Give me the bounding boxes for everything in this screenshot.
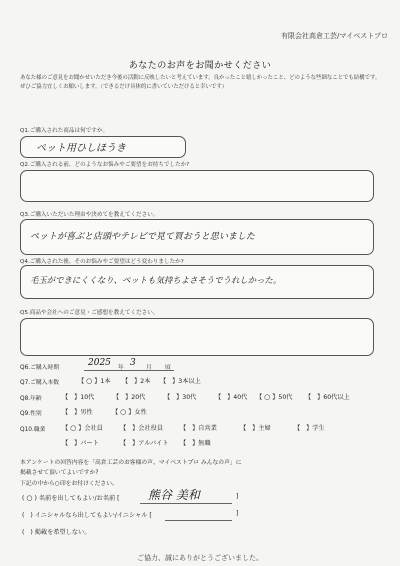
q10-option-homemaker[interactable]: 【 】主婦: [240, 425, 271, 432]
name-underline: [140, 503, 232, 504]
consent-text-3: 下記の中から○印をお付けください。: [20, 481, 118, 487]
footer-thanks: ご協力、誠にありがとうございました。: [137, 554, 263, 562]
q6-suffix: 頃: [165, 365, 171, 371]
q10-option-label: 会社役員: [138, 425, 164, 432]
q10-option-label: パート: [80, 440, 99, 447]
consent-text-1: 本アンケートの回答内容を「高倉工芸のお客様の声、マイベストプロ みんなの声」に: [20, 460, 242, 466]
q7-option-3-label: 3本以上: [178, 378, 201, 385]
q2-label: Q2.ご購入される前、どのようなお悩みやご要望をお持ちでしたか?: [20, 162, 190, 168]
q8-option-50s[interactable]: 【 ○ 】50代: [256, 393, 293, 401]
q6-underline: [84, 370, 174, 371]
q8-option-10s[interactable]: 【 】10代: [62, 394, 95, 401]
q10-option-label: 無職: [198, 440, 211, 447]
q10-option-label: 会社員: [84, 425, 103, 432]
q7-option-1-label: 1本: [100, 378, 111, 385]
q10-option-part-time[interactable]: 【 】パート: [62, 440, 99, 447]
page-title: あなたのお声をお聞かせください: [128, 61, 272, 71]
q1-label: Q1.ご購入された商品は何ですか。: [20, 128, 109, 134]
q10-option-employee[interactable]: 【 ○ 】会社員: [62, 424, 103, 432]
q6-month-unit: 月: [146, 365, 152, 371]
consent-option-label: 掲載を希望しない。: [34, 529, 91, 536]
q10-label: Q10.職業: [20, 427, 46, 433]
q10-option-label: 主婦: [258, 425, 271, 432]
q6-year: 2025: [88, 358, 111, 368]
q7-option-3[interactable]: 【 】3本以上: [160, 378, 201, 385]
q2-answer-box[interactable]: [20, 170, 374, 202]
consent-option-name[interactable]: ( ○ ) 名前を出してもよい/お名前 [: [22, 494, 120, 502]
q8-option-40s[interactable]: 【 】40代: [215, 394, 248, 401]
q7-option-1[interactable]: 【 ○ 】1本: [78, 377, 111, 385]
consent-option-label: イニシャルなら出してもよい/イニシャル: [34, 512, 148, 519]
q9-option-label: 女性: [134, 409, 147, 416]
q10-option-executive[interactable]: 【 】会社役員: [120, 425, 164, 432]
q10-option-label: アルバイト: [138, 440, 169, 447]
q8-option-20s[interactable]: 【 】20代: [113, 394, 146, 401]
q8-option-label: 30代: [182, 394, 197, 401]
q4-answer: 毛玉ができにくくなり、ペットも気持ちよさそうでうれしかった。: [30, 275, 282, 285]
q3-answer: ペットが喜ぶと店頭やテレビで見て買おうと思いました: [30, 232, 255, 242]
intro-text: あなた様のご意見をお聞かせいただき今後の活動に反映したいと考えています。良かったこと嬉しかったこと、どのような些細なことでも結構です。ぜひご協力宜しくお願いします。（できるだけ具体的に書いていただけると幸いです）: [20, 75, 381, 90]
q9-option-female[interactable]: 【 ○ 】女性: [112, 408, 147, 416]
q10-option-label: 自営業: [198, 425, 217, 432]
consent-text-2: 掲載させて頂いてよいですか?: [20, 470, 99, 476]
q10-option-label: 学生: [312, 425, 325, 432]
q8-option-30s[interactable]: 【 】30代: [164, 394, 197, 401]
q5-answer-box[interactable]: [20, 318, 374, 356]
q9-option-male[interactable]: 【 】男性: [62, 409, 93, 416]
q8-option-label: 50代: [278, 394, 293, 401]
q4-label: Q4.ご購入された後、そのお悩みやご要望はどう変わりましたか?: [20, 259, 184, 265]
consent-option-decline[interactable]: ( ) 掲載を希望しない。: [22, 529, 91, 536]
q10-option-unemployed[interactable]: 【 】無職: [180, 440, 211, 447]
q10-option-student[interactable]: 【 】学生: [294, 425, 325, 432]
q8-option-label: 60代以上: [323, 394, 350, 401]
q8-option-60plus[interactable]: 【 】60代以上: [305, 394, 350, 401]
q6-month: 3: [130, 358, 136, 368]
q7-option-2-label: 2本: [140, 378, 151, 385]
q9-label: Q9.性別: [20, 411, 42, 417]
q10-option-arbeit[interactable]: 【 】アルバイト: [120, 440, 169, 447]
consent-initials-bracket-close: ]: [236, 510, 239, 517]
q3-label: Q3.ご購入いただいた理由や決めてを教えてください。: [20, 212, 159, 218]
q10-option-self-employed[interactable]: 【 】自営業: [180, 425, 217, 432]
q7-label: Q7.ご購入本数: [20, 380, 60, 386]
q8-option-label: 20代: [131, 394, 146, 401]
company-name: 有限会社高倉工芸/マイベストプロ: [280, 32, 388, 40]
q1-answer: ペット用ひしほうき: [36, 143, 126, 154]
consent-name-bracket-close: ]: [236, 493, 239, 500]
q8-option-label: 10代: [80, 394, 95, 401]
q7-option-2[interactable]: 【 】2本: [122, 378, 151, 385]
q6-year-unit: 年: [118, 365, 124, 371]
consent-option-initials[interactable]: ( ) イニシャルなら出してもよい/イニシャル [: [22, 512, 152, 519]
q8-option-label: 40代: [233, 394, 248, 401]
q9-option-label: 男性: [80, 409, 93, 416]
q6-label: Q6.ご購入時期: [20, 365, 60, 371]
q5-label: Q5.商品や会社へのご意見・ご感想を教えてください。: [20, 310, 159, 316]
initials-underline: [165, 520, 232, 521]
consent-option-label: 名前を出してもよい/お名前: [38, 495, 116, 502]
handwritten-name: 熊谷 美和: [148, 488, 200, 502]
q8-label: Q8.年齢: [20, 396, 42, 402]
